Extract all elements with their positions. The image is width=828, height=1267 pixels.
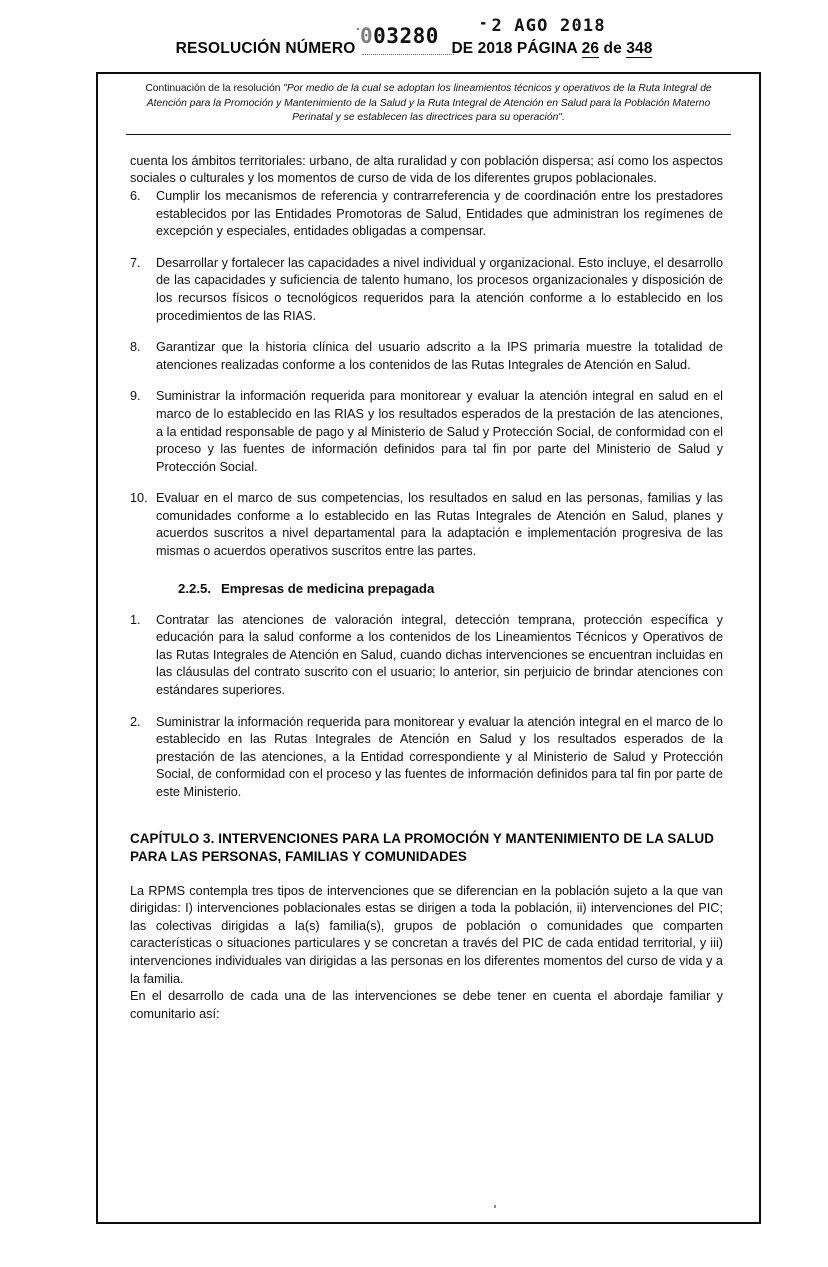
list-item-number: 10. <box>130 491 148 506</box>
list-item <box>130 714 723 802</box>
continuation-quoted-title: "Por medio de la cual se adoptan los lineamientos técnicos y operativos de la Ruta Integral de Atención para la Promoción y Mantenimiento de la Salud y la Ruta Integral de Atención en Salud para la Población Materno Perinatal y se establecen las directrices para su operación". <box>146 83 712 124</box>
list-item-text: Cumplir los mecanismos de referencia y contrarreferencia y de coordinación entre los prestadores establecidos por las Entidades Promotoras de Salud, Entidades que administran los regímenes de excepción y especiales, entidades obligadas a compensar. <box>156 188 723 239</box>
list-item <box>130 612 723 700</box>
list-item-text: Garantizar que la historia clínica del usuario adscrito a la IPS primaria muestre la totalidad de atenciones realizadas conforme a los contenidos de las Rutas Integrales de Atención en Salud. <box>156 340 723 372</box>
list-item <box>130 490 723 560</box>
list-item <box>130 388 723 476</box>
page-current: 26 <box>581 40 600 57</box>
list-item-number: 8. <box>130 340 141 355</box>
paragraph-chapter-1: La RPMS contempla tres tipos de intervenciones que se diferencian en la población sujeto a la que van dirigidas: I) intervenciones poblacionales estas se dirigen a toda la población, ii) intervenciones del PIC; las colectivas dirigidas a la(s) familia(s), grupos de población o comunidades que comparten características o situaciones particulares y se concretan a través del PIC de cada entidad territorial, y iii) intervenciones individuales van dirigidas a las personas en los diferentes momentos del curso de vida y a la familia. <box>130 883 723 986</box>
list-item <box>130 339 723 374</box>
scan-speck <box>357 28 359 30</box>
list-item-number: 9. <box>130 389 141 404</box>
list-item-number: 7. <box>130 255 141 270</box>
list-item-text: Suministrar la información requerida para monitorear y evaluar la atención integral en salud en el marco de lo establecido en las RIAS y los resultados esperados de la prestación de las atenciones, a la entidad responsable de pago y al Ministerio de Salud y Protección Social, de conformidad con el proceso y las fuentes de información definidos para tal fin por parte del Ministerio de Salud y Protección Social. <box>156 389 723 474</box>
list-item-number: 1. <box>130 612 141 627</box>
subsection-heading <box>178 581 723 596</box>
page-content <box>98 135 759 1024</box>
continuation-caption <box>126 82 731 126</box>
page-frame <box>96 72 761 1224</box>
subsection-title: Empresas de medicina prepagada <box>221 580 435 596</box>
chapter-heading: CAPÍTULO 3. INTERVENCIONES PARA LA PROMOCIÓN Y MANTENIMIENTO DE LA SALUD PARA LAS PERSONAS, FAMILIAS Y COMUNIDADES <box>130 830 715 865</box>
resolution-of-year: DE 2018 PÁGINA <box>451 40 578 57</box>
resolution-number-faint: 0 <box>360 24 374 48</box>
date-stamp-text: 2 AGO 2018 <box>491 16 606 36</box>
date-stamp <box>478 13 606 36</box>
list-item <box>130 255 723 325</box>
resolution-number-underline <box>362 54 454 55</box>
list-item-number: 6. <box>130 188 141 203</box>
paragraph-chapter-2: En el desarrollo de cada una de las intervenciones se debe tener en cuenta el abordaje familiar y comunitario así: <box>130 989 723 1021</box>
page-total: 348 <box>626 40 653 57</box>
list-item-text: Suministrar la información requerida para monitorear y evaluar la atención integral en el marco de lo establecido en las Rutas Integrales de Atención en Salud y los resultados esperados de la prestación de las atenciones, a la Entidad correspondiente y al Ministerio de Salud y Protección Social, de conformidad con el proceso y las fuentes de información definidos para tal fin por parte de este Ministerio. <box>156 714 723 799</box>
list-item-number: 2. <box>130 714 141 729</box>
list-item-text: Desarrollar y fortalecer las capacidades a nivel individual y organizacional. Esto incluye, el desarrollo de las capacidades y suficiencia de talento humano, los procesos organizacionales y disposición de los recursos físicos o tecnológicos requeridos para la atención conforme a lo establecido en los procedimientos de las RIAS. <box>156 255 723 323</box>
continuation-prefix: Continuación de la resolución <box>145 83 284 94</box>
list-item-text: Contratar las atenciones de valoración integral, detección temprana, protección específica y educación para la salud conforme a los contenidos de los Lineamientos Técnicos y Operativos de las Rutas Integrales de Atención en Salud, cuando dichas intervenciones se encuentran incluidas en las cláusulas del contrato suscrito con el usuario; lo anterior, sin perjuicio de brindar atenciones con estándares superiores. <box>156 612 723 698</box>
scan-artifact-speck <box>494 1205 496 1208</box>
page-of-word: de <box>603 40 622 57</box>
subsection-number: 2.2.5. <box>178 580 211 596</box>
date-stamp-dash: - <box>478 13 489 33</box>
resolution-number-main: 03280 <box>373 24 439 48</box>
paragraph-intro-continued: cuenta los ámbitos territoriales: urbano, de alta ruralidad y con población dispersa; así como los aspectos sociales o culturales y los momentos de curso de vida de los diferentes grupos poblacionales. <box>130 153 723 186</box>
resolution-label: RESOLUCIÓN NÚMERO <box>175 40 356 57</box>
resolution-number <box>360 24 439 48</box>
list-item <box>130 188 723 241</box>
document-header <box>0 0 828 72</box>
list-item-text: Evaluar en el marco de sus competencias, los resultados en salud en las personas, familias y las comunidades conforme a lo establecido en las Rutas Integrales de Atención en Salud, planes y acuerdos suscritos a nivel departamental para la adaptación e implementación progresiva de las mismas o acuerdos operativos suscritos entre las partes. <box>156 491 723 559</box>
